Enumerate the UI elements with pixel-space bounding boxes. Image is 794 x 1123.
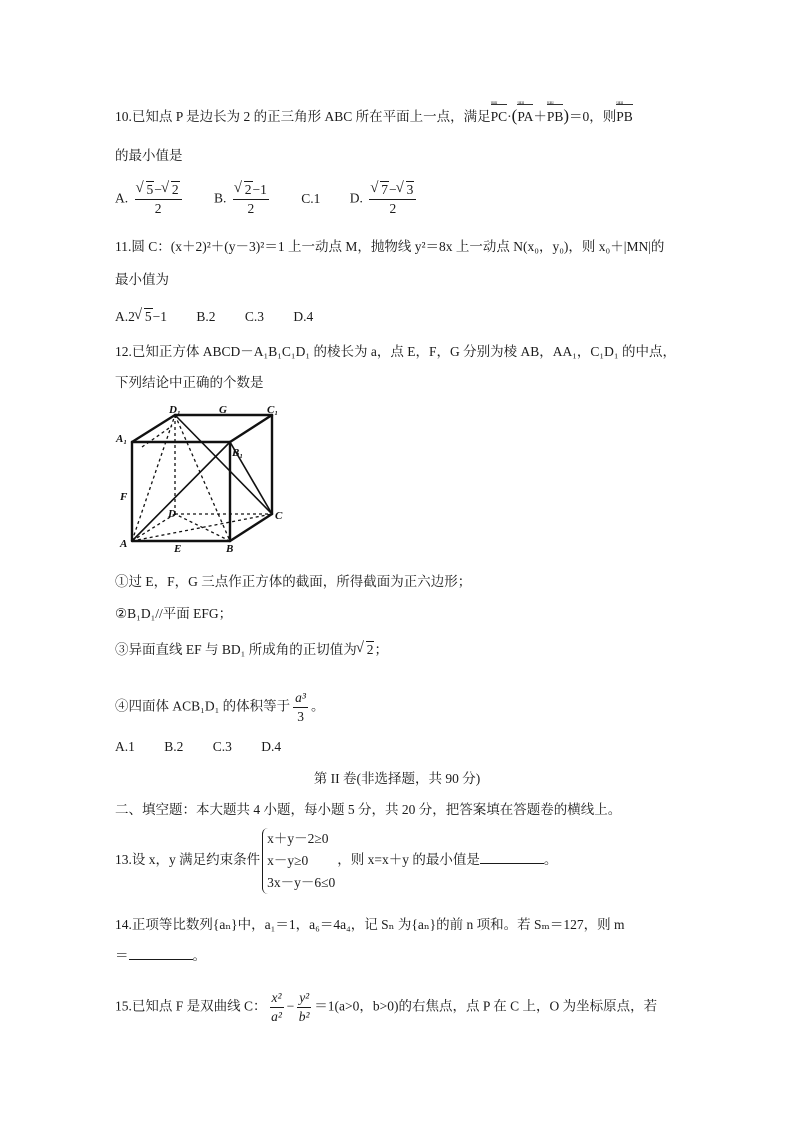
sqrt-2: √ 2	[162, 182, 180, 198]
paren-close: )	[563, 106, 570, 125]
cube-figure	[112, 404, 292, 554]
constraint-2: x－y≥0	[267, 853, 309, 868]
sqrt-5: √ 5	[137, 182, 155, 198]
vector-pb: PB ᵚᵚ	[547, 107, 564, 127]
label-d: D	[168, 508, 176, 520]
choice-label: A.	[115, 190, 129, 206]
q12-statement-4: ④四面体 ACB₁D₁ 的体积等于 $\frac{\text{a³}}{3}$ 。	[115, 690, 325, 724]
q11-line2: 最小值为	[115, 272, 169, 287]
label-a1: A₁	[116, 433, 128, 445]
choice-label: B.	[214, 190, 227, 206]
section-heading: 二、填空题：本大题共 4 小题，每小题 5 分，共 20 分，把答案填在答题卷的横线上。	[115, 802, 622, 817]
label-e: E	[174, 543, 182, 554]
q10-choices	[115, 182, 445, 217]
q14-line2: ＝ 。	[115, 945, 206, 966]
label-c1: C₁	[267, 404, 279, 416]
q11-choices	[115, 307, 339, 327]
sqrt-5: √ 5	[135, 307, 153, 327]
q12-choice-a: A.1	[115, 739, 135, 754]
label-c: C	[275, 510, 283, 522]
answer-blank-14	[129, 945, 193, 960]
label-d1: D₁	[169, 404, 181, 416]
q12-choice-c: C.3	[212, 739, 232, 754]
q12-line2: 下列结论中正确的个数是	[115, 375, 264, 390]
fraction-y2-b2: $\frac{\text{y²}}{\text{b²}}$	[298, 990, 310, 1024]
q13-pre: 13.设 x，y 满足约束条件	[115, 852, 261, 868]
sqrt-3: √ 3	[397, 182, 415, 198]
sqrt-7: √ 7	[371, 182, 389, 198]
fraction: √ $\frac{5-√ 2}{2}$	[135, 182, 182, 217]
label-f: F	[120, 491, 128, 503]
label-b1: B₁	[232, 447, 244, 459]
edge-c1-b1	[230, 415, 272, 442]
vector-pc: PC ᵚᵚ	[491, 107, 508, 127]
choice-label: D.	[349, 190, 363, 206]
q13-post: ，则 x=x＋y 的最小值是	[337, 852, 480, 868]
section-title: 第 II 卷(非选择题，共 90 分)	[313, 771, 481, 786]
q11-choice-a: A.2√ 5−1	[115, 307, 167, 327]
q10-line1: 10.已知点 P 是边长为 2 的正三角形 ABC 所在平面上一点，满足PC ᵚᵚ·(PA ᵚᵚ＋PB ᵚᵚ)＝0，则PB ᵚᵚ	[115, 106, 633, 127]
fraction: √ $\frac{2-1}{2}$	[233, 182, 269, 217]
q11-line1: 11.圆 C：(x＋2)²＋(y－3)²＝1 上一动点 M，抛物线 y²＝8x 上一动点 N(x₀，y₀)，则 x₀＋|MN|的	[115, 239, 665, 254]
fraction-x2-a2: $\frac{\text{x²}}{\text{a²}}$	[271, 990, 282, 1024]
constraint-1: x＋y－2≥0	[267, 831, 329, 846]
q14-line1: 14.正项等比数列{aₙ}中，a₁＝1，a₆＝4a₄，记 Sₙ 为{aₙ}的前 n 项和。若 Sₘ＝127，则 m	[115, 917, 625, 932]
hidden-segment-d1-b	[175, 415, 230, 541]
q12-line1: 12.已知正方体 ABCD－A₁B₁C₁D₁ 的棱长为 a，点 E，F，G 分别为棱 AB，AA₁，C₁D₁ 的中点，	[115, 344, 676, 359]
q10-text-b: ＝0，则	[569, 109, 617, 124]
hidden-segment-a-d1	[132, 415, 175, 541]
q12-choice-d: D.4	[261, 739, 282, 754]
q12-choices	[115, 737, 307, 757]
sqrt-2: √ 2	[235, 182, 253, 198]
label-a: A	[120, 538, 128, 550]
dot-product: ·	[507, 109, 512, 124]
q15: 15.已知点 F 是双曲线 C： $\frac{\text{x²}}{\text{a²}}$ − $\frac{\text{y²}}{\text{b²}}$ ＝1(a>0，b>0)的右焦点，点 P 在 C 上，O 为坐标原点，若	[115, 990, 658, 1024]
q10-text-a: 10.已知点 P 是边长为 2 的正三角形 ABC 所在平面上一点，满足	[115, 109, 491, 124]
sqrt-2: √ 2	[357, 640, 375, 660]
q12-statement-3: ③异面直线 EF 与 BD₁ 所成角的正切值为√ 2；	[115, 640, 388, 660]
label-b: B	[226, 543, 234, 554]
q12-statement-1: ①过 E，F，G 三点作正方体的截面，所得截面为正六边形；	[115, 574, 472, 589]
answer-blank-13	[480, 849, 544, 864]
q10-choice-a	[115, 182, 185, 217]
segment-d1-c	[175, 415, 272, 514]
q11-choice-b: B.2	[196, 309, 216, 324]
q12-statement-2: ②B₁D₁//平面 EFG；	[115, 606, 233, 621]
constraint-system	[262, 828, 335, 894]
constraint-3: 3x－y－6≤0	[267, 875, 336, 890]
q11-choice-d: D.4	[293, 309, 314, 324]
vector-pa: PA ᵚᵚ	[517, 107, 533, 127]
paren-open: (	[511, 106, 518, 125]
q10-choice-c: C.1	[301, 190, 321, 206]
q10-choice-b	[214, 182, 272, 217]
label-g: G	[219, 404, 227, 416]
q10-line2: 的最小值是	[115, 148, 183, 163]
q12-choice-b: B.2	[164, 739, 184, 754]
fraction-a3-over-3: $\frac{\text{a³}}{3}$	[295, 690, 306, 724]
fraction: √ $\frac{7-√ 3}{2}$	[369, 182, 416, 217]
q11-choice-c: C.3	[244, 309, 265, 324]
q13: 13.设 x，y 满足约束条件 x＋y－2≥0 x－y≥0 3x－y－6≤0 ，则 x=x＋y 的最小值是 。	[115, 828, 557, 894]
vector-pb-2: PB ᵚᵚ	[616, 107, 633, 127]
q10-choice-d	[350, 182, 420, 217]
hidden-segment-b-d	[175, 514, 230, 541]
